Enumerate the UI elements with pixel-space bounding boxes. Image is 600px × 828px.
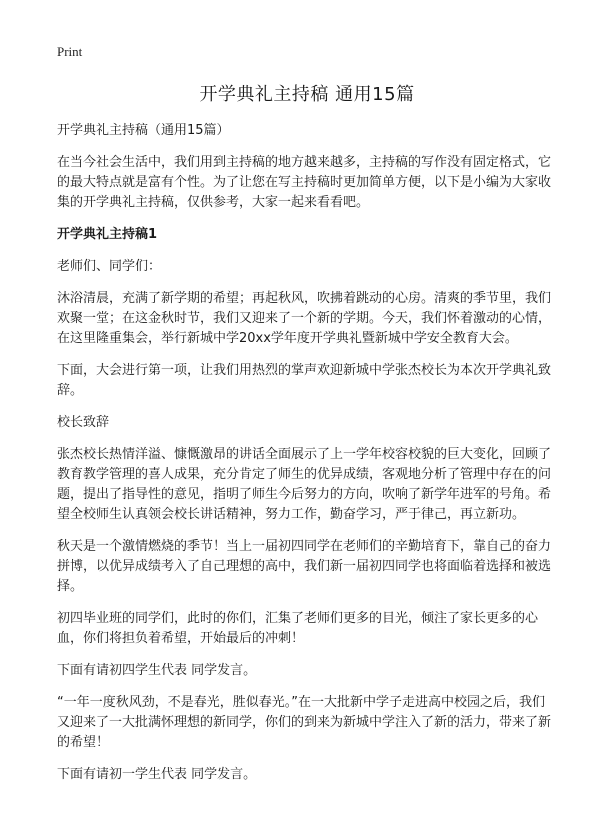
print-link[interactable]: Print xyxy=(57,44,83,59)
paragraph-opening: 沐浴清晨，充满了新学期的希望；再起秋风，吹拂着跳动的心房。清爽的季节里，我们欢聚一堂；在这金秋时节，我们又迎来了一个新的学期。今天，我们怀着激动的心情，在这里隆重集会，举行新城中学20xx学年度开学典礼暨新城中学安全教育大会。 xyxy=(57,291,552,346)
paragraph-grade4-representative: 下面有请初四学生代表 同学发言。 xyxy=(57,663,257,678)
intro-paragraph: 在当今社会生活中，我们用到主持稿的地方越来越多，主持稿的写作没有固定格式，它的最大特点就是富有个性。为了让您在写主持稿时更加简单方便，以下是小编为大家收集的开学典礼主持稿，仅供参考，大家一起来看看吧。 xyxy=(57,155,552,210)
article-subtitle: 开学典礼主持稿（通用15篇） xyxy=(57,123,230,138)
paragraph-principal-speech-label: 校长致辞 xyxy=(57,415,110,430)
page-title: 开学典礼主持稿 通用15篇 xyxy=(199,84,415,105)
paragraph-greeting: 老师们、同学们： xyxy=(57,259,162,274)
paragraph-grade1-representative: 下面有请初一学生代表 同学发言。 xyxy=(57,767,257,782)
paragraph-graduates: 初四毕业班的同学们，此时的你们，汇集了老师们更多的目光，倾注了家长更多的心血，你们将担负着希望，开始最后的冲刺！ xyxy=(57,611,539,646)
paragraph-agenda-item: 下面，大会进行第一项，让我们用热烈的掌声欢迎新城中学张杰校长为本次开学典礼致辞。 xyxy=(57,363,552,398)
article-body xyxy=(57,121,557,797)
section-heading: 开学典礼主持稿1 xyxy=(57,227,158,242)
paragraph-autumn: 秋天是一个激情燃烧的季节！当上一届初四同学在老师们的辛勤培育下，靠自己的奋力拼博，以优异成绩考入了自己理想的高中，我们新一届初四同学也将面临着选择和被选择。 xyxy=(57,539,552,594)
paragraph-speech-summary: 张杰校长热情洋溢、慷慨激昂的讲话全面展示了上一学年校容校貌的巨大变化，回顾了教育教学管理的喜人成果，充分肯定了师生的优异成绩，客观地分析了管理中存在的问题，提出了指导性的意见，指明了师生今后努力的方向，吹响了新学年进军的号角。希望全校师生认真领会校长讲话精神，努力工作，勤奋学习，严于律己，再立新功。 xyxy=(57,447,552,522)
paragraph-new-students: “一年一度秋风劲，不是春光，胜似春光。”在一大批新中学子走进高中校园之后，我们又迎来了一大批满怀理想的新同学，你们的到来为新城中学注入了新的活力，带来了新的希望！ xyxy=(57,695,552,750)
